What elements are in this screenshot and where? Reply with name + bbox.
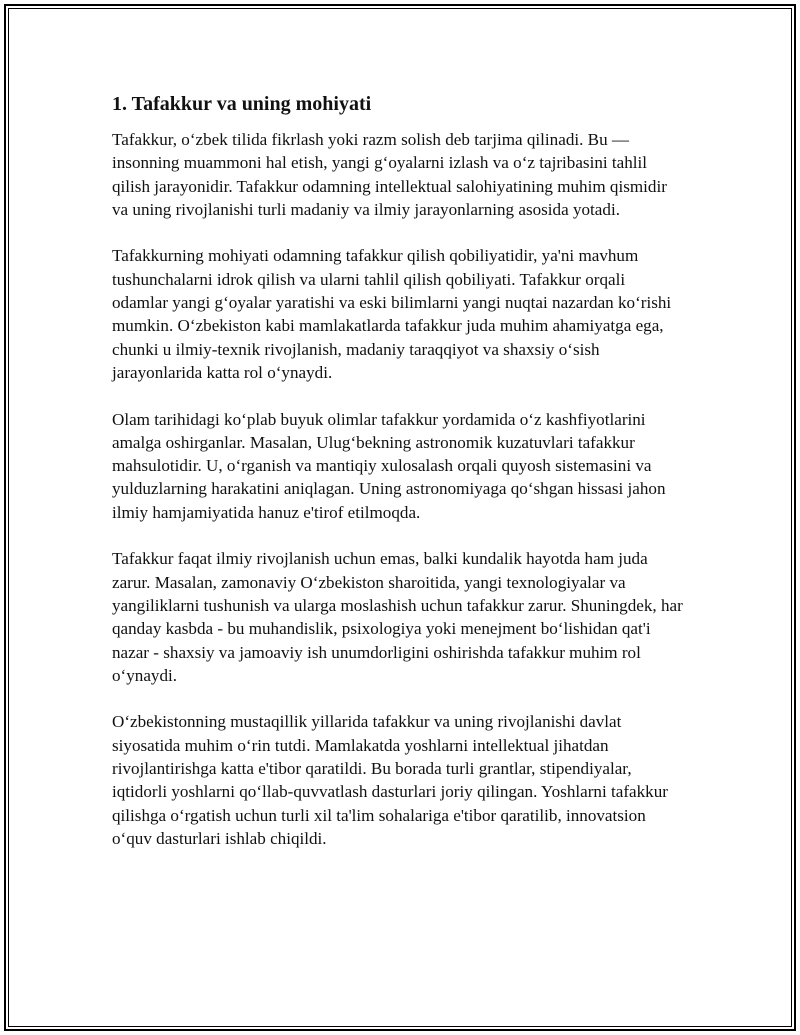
paragraph-3: Olam tarihidagi ko‘plab buyuk olimlar tafakkur yordamida o‘z kashfiyotlarini amalga oshirganlar. Masalan, Ulug‘bekning astronomik kuzatuvlari tafakkur mahsulotidir. U, o‘rganish va mantiqiy xulosalash orqali quyosh sistemasini va yulduzlarning harakatini aniqlagan. Uning astronomiyaga qo‘shgan hissasi jahon ilmiy hamjamiyatida hanuz e'tirof etilmoqda.: [112, 409, 666, 522]
paragraph-5: O‘zbekistonning mustaqillik yillarida tafakkur va uning rivojlanishi davlat siyosatida muhim o‘rin tutdi. Mamlakatda yoshlarni intellektual jihatdan rivojlantirishga katta e'tibor qaratildi. Bu borada turli grantlar, stipendiyalar, iqtidorli yoshlarni qo‘llab-quvvatlash dasturlari joriy qilingan. Yoshlarni tafakkur qilishga o‘rgatish uchun turli xil ta'lim sohalariga e'tibor qaratilib, innovatsion o‘quv dasturlari ishlab chiqildi.: [112, 712, 668, 848]
paragraph-2: Tafakkurning mohiyati odamning tafakkur qilish qobiliyatidir, ya'ni mavhum tushunchalarni idrok qilish va ularni tahlil qilish qobiliyati. Tafakkur orqali odamlar yangi g‘oyalar yaratishi va eski bilimlarni yangi nuqtai nazardan ko‘rishi mumkin. O‘zbekiston kabi mamlakatlarda tafakkur juda muhim ahamiyatga ega, chunki u ilmiy-texnik rivojlanish, madaniy taraqqiyot va shaxsiy o‘sish jarayonlarida katta rol o‘ynaydi.: [112, 246, 672, 382]
paragraph-4: Tafakkur faqat ilmiy rivojlanish uchun emas, balki kundalik hayotda ham juda zarur. Masalan, zamonaviy O‘zbekiston sharoitida, yangi texnologiyalar va yangiliklarni tushunish va ularga moslashish uchun tafakkur zarur. Shuningdek, har qanday kasbda - bu muhandislik, psixologiya yoki menejment bo‘lishidan qat'i nazar - shaxsiy va jamoaviy ish unumdorligini oshirishda tafakkur muhim rol o‘ynaydi.: [112, 549, 683, 685]
section-heading: 1. Tafakkur va uning mohiyati: [112, 93, 372, 115]
paragraph-1: Tafakkur, o‘zbek tilida fikrlash yoki razm solish deb tarjima qilinadi. Bu — insonning muammoni hal etish, yangi g‘oyalarni izlash va o‘z tajribasini tahlil qilish jarayonidir. Tafakkur odamning intellektual salohiyatining muhim qismidir va uning rivojlanishi turli madaniy va ilmiy jarayonlarning asosida yotadi.: [112, 130, 667, 219]
document-body: [112, 90, 684, 874]
